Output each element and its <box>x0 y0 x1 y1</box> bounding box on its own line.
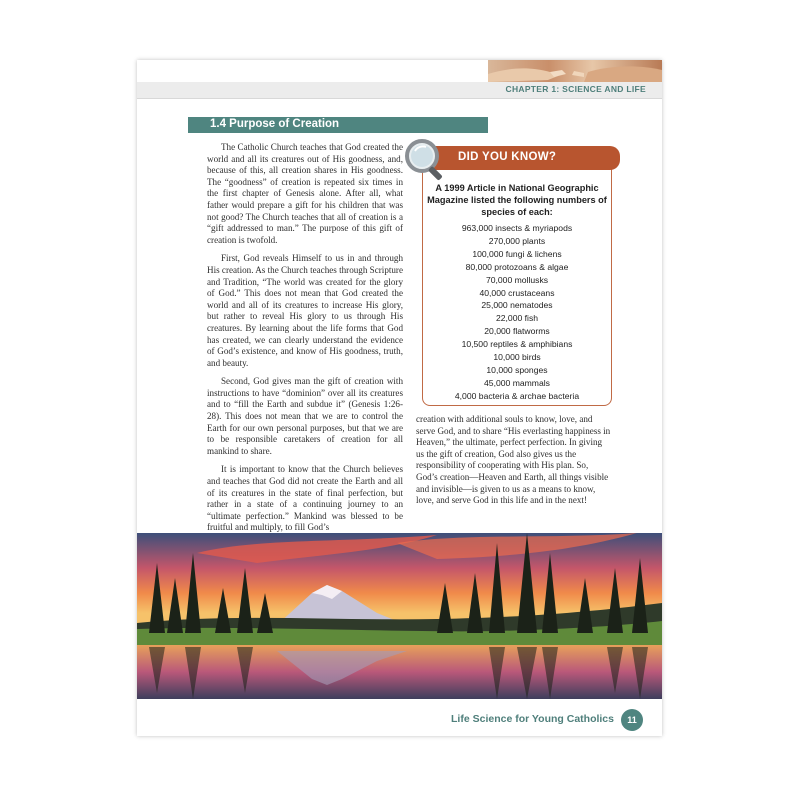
book-title: Life Science for Young Catholics <box>451 713 614 725</box>
left-column <box>207 142 403 541</box>
body-paragraph: Second, God gives man the gift of creation with instructions to have “dominion” over all its creatures and to “fill the Earth and subdue it” (Genesis 1:26-28). This does not mean that we are to control the Earth for our own personal purposes, but that we are to be responsible caretakers of creation for all mankind to share. <box>207 376 403 456</box>
species-list <box>426 222 608 403</box>
species-item: 270,000 plants <box>488 235 546 246</box>
chapter-label: CHAPTER 1: SCIENCE AND LIFE <box>505 84 646 94</box>
body-paragraph: creation with additional souls to know, love, and serve God, and to share “His everlasting happiness in Heaven,” the ultimate, perfect perfection. In giving us the gift of creation, God also gives us the responsibility of cooperating with His plan. So, God’s creation—Heaven and Earth, all things visible and invisible—is given to us as a means to know, love, and serve God in this life and in the next! <box>416 414 611 506</box>
species-item: 100,000 fungi & lichens <box>472 248 562 259</box>
body-paragraph: It is important to know that the Church believes and teaches that God did not create the Earth and all of its creatures in the state of final perfection, but rather in a state of a continuing journey to an “ultimate perfection.” Mankind was blessed to be fruitful and multiply, to fill God’s <box>207 464 403 533</box>
species-item: 20,000 flatworms <box>484 326 550 337</box>
species-item: 70,000 mollusks <box>485 274 549 285</box>
species-item: 963,000 insects & myriapods <box>461 223 573 233</box>
species-item: 10,000 birds <box>493 352 541 363</box>
species-item: 80,000 protozoans & algae <box>465 261 569 272</box>
species-item: 25,000 nematodes <box>481 300 553 311</box>
running-header <box>137 82 662 99</box>
species-item: 22,000 fish <box>495 313 539 324</box>
section-title: 1.4 Purpose of Creation <box>210 118 340 130</box>
section-heading-bar <box>188 117 488 133</box>
did-you-know-intro: A 1999 Article in National Geographic Magazine listed the following numbers of species of each: <box>427 183 607 217</box>
landscape-photo <box>137 533 662 699</box>
page-number: 11 <box>621 709 643 731</box>
header-artwork <box>488 60 662 82</box>
did-you-know-title: DID YOU KNOW? <box>458 151 557 163</box>
species-item: 40,000 crustaceans <box>479 287 555 298</box>
body-paragraph: First, God reveals Himself to us in and through His creation. As the Church teaches through Scripture and Tradition, “The world was created for the glory of God.” This does not mean that God created the world and all of its creatures to increase His glory, but rather to reveal His glory to us through His creatures. By learning about the life forms that God has created, we can clearly understand the evidence of God’s existence, and know of His goodness, truth, and beauty. <box>207 253 403 368</box>
species-item: 10,000 sponges <box>486 364 548 375</box>
species-item: 4,000 bacteria & archae bacteria <box>454 390 580 401</box>
right-column <box>416 414 612 507</box>
magnifier-icon <box>402 137 448 183</box>
did-you-know-header <box>422 146 620 170</box>
species-item: 45,000 mammals <box>484 377 550 388</box>
body-paragraph: The Catholic Church teaches that God created the world and all its creatures out of His goodness, and, because of this, all creation shares in His goodness. The “goodness” of creation is repeated six times in the first chapter of Genesis alone. After all, what father would prepare a gift for his children that was not good? The Church teaches that all of creation is a “gift addressed to man.” The purpose of this gift of creation is twofold. <box>207 142 403 245</box>
species-item: 10,500 reptiles & amphibians <box>461 339 573 350</box>
